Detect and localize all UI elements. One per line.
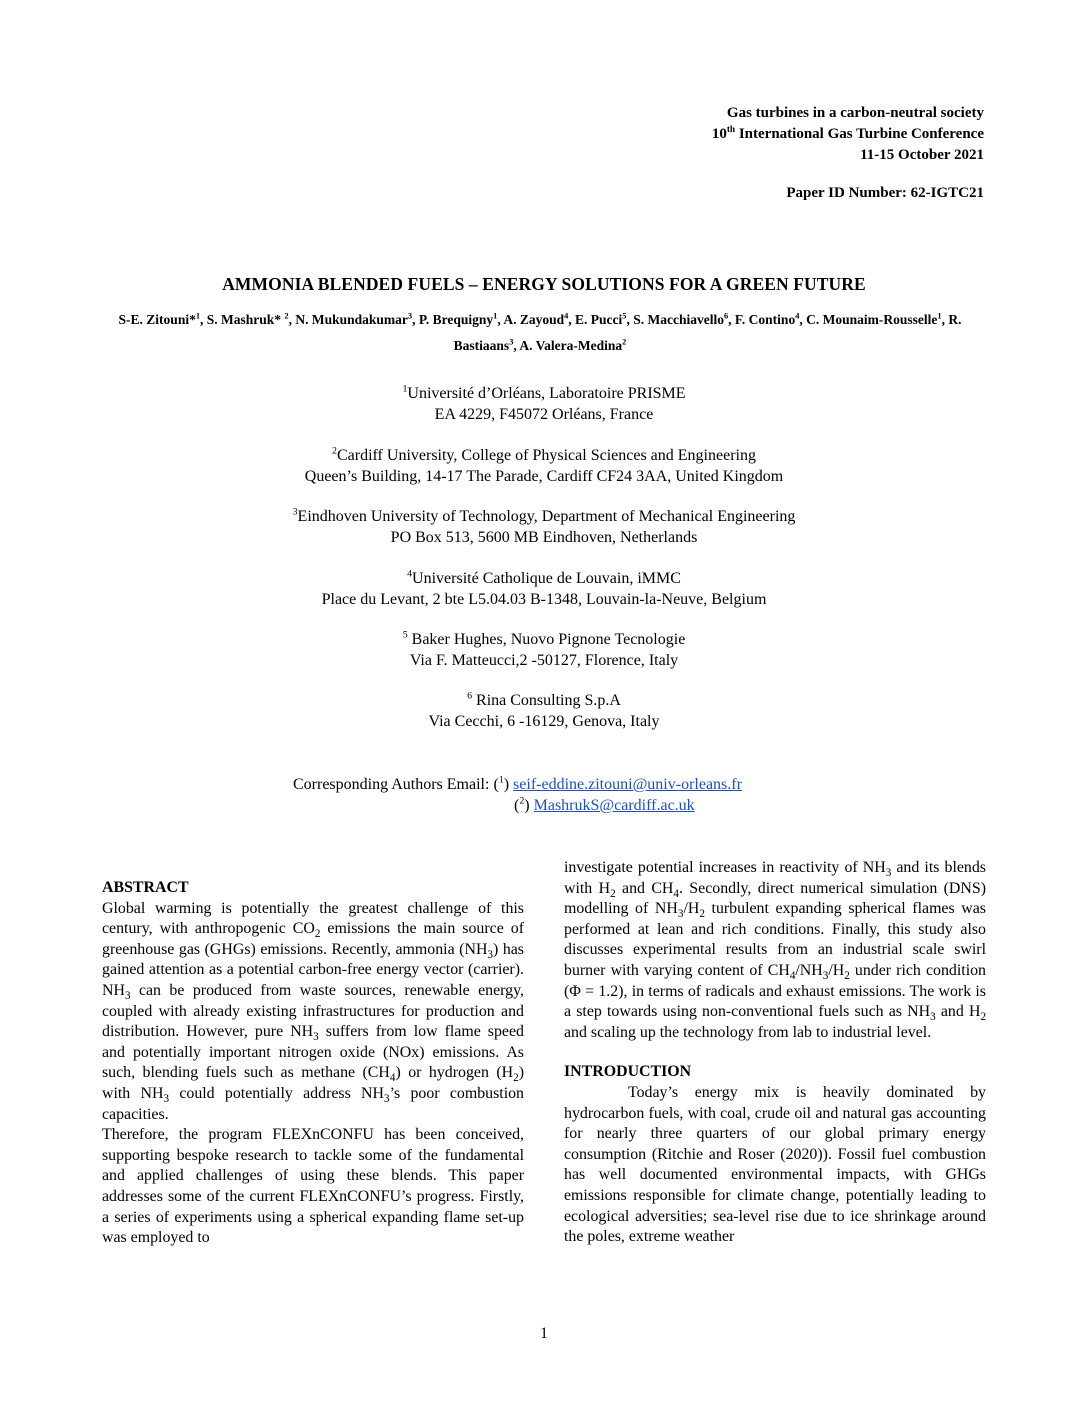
email-link-1[interactable]: seif-eddine.zitouni@univ-orleans.fr [513,776,742,793]
abstract-heading: ABSTRACT [102,879,189,896]
author: E. Pucci$^5$, [575,311,634,327]
author: S. Mashruk* $^2$, [206,311,296,327]
paper-title: AMMONIA BLENDED FUELS – ENERGY SOLUTIONS FOR A GREEN FUTURE [222,274,866,294]
page-number: 1 [540,1325,548,1342]
conference-theme: Gas turbines in a carbon-neutral society [726,105,984,121]
author: F. Contino$^4$, [734,311,807,327]
author: P. Brequigny$^1$, [418,311,504,327]
right-column [564,858,986,1248]
affiliation-2: $^2$Cardiff University, College of Physical Sciences and Engineering Queen’s Building, 14-17 The Parade, Cardiff CF24 3AA, United Kingdom [304,445,784,485]
corresponding-email-2: ($^2$) MashrukS@cardiff.ac.uk [514,795,695,814]
affiliation-4: $^4$Université Catholique de Louvain, iMMC Place du Levant, 2 bte L5.04.03 B-1348, Louvain-la-Neuve, Belgium [321,568,767,608]
abstract-paragraph: Global warming is potentially the greatest challenge of this century, with anthropogenic $CO_2$ emissions the main source of greenhouse gas (GHGs) emissions. Recently, ammonia $(NH_3)$ has gained attention as a potential carbon-free energy vector (carrier). $NH_3$ can be produced from waste sources, renewable energy, coupled with already existing infrastructures for production and distribution. However, pure $NH_3$ suffers from low flame speed and potentially important nitrogen oxide (NOx) emissions. As such, blending fuels such as methane $(CH_4)$ or hydrogen $(H_2)$ with $NH_3$ could potentially address $NH_3’s$ poor combustion capacities. [102,899,525,1123]
conference-name: 10th International Gas Turbine Conference [711,125,984,142]
email-link-2[interactable]: MashrukS@cardiff.ac.uk [533,797,695,814]
introduction-heading: INTRODUCTION [564,1063,692,1081]
affiliation-1: $^1$Université d’Orléans, Laboratoire PRISME EA 4229, F45072 Orléans, France [402,383,686,423]
conference-dates: 11-15 October 2021 [860,147,984,163]
abstract-paragraph-continued: investigate potential increases in reactivity of $NH_3$ and its blends with $H_2$ and $CH_4$. Secondly, direct numerical simulation (DNS) modelling of $NH_3/H_2$ turbulent expanding spherical flames was performed at lean and rich conditions. Finally, this study also discusses experimental results from an industrial scale swirl burner with varying content of $CH_4/NH_3/H_2$ under rich condition (Φ = 1.2), in terms of radicals and exhaust emissions. The work is a step towards using non-conventional fuels such as $NH_3$ and $H_2$ and scaling up the technology from lab to industrial level. [564,859,986,1041]
author: A. Zayoud$^4$, [503,311,576,327]
conference-header [712,103,984,166]
paper-id: Paper ID Number: 62-IGTC21 [786,185,984,201]
author: R. Bastiaans$^3$, [453,312,962,353]
abstract-section [102,878,524,1249]
author: C. Mounaim-Rousselle$^1$, [806,311,949,327]
author: S. Macchiavello$^6$, [633,311,735,327]
author: S-E. Zitouni*$^1$, [118,311,207,327]
abstract-paragraph: Therefore, the program FLEXnCONFU has been conceived, supporting bespoke research to tackle some of the fundamental and applied challenges of using these blends. This paper addresses some of the current FLEXnCONFU’s progress. Firstly, a series of experiments using a spherical expanding flame set-up was employed to [102,1126,524,1247]
author: A. Valera-Medina$^2$ [519,337,627,353]
author-list [90,307,990,359]
affiliation-3: $^3$Eindhoven University of Technology, Department of Mechanical Engineering PO Box 513, 5600 MB Eindhoven, Netherlands [292,506,796,546]
author: N. Mukundakumar$^3$, [295,311,419,327]
introduction-paragraph: Today’s energy mix is heavily dominated by hydrocarbon fuels, with coal, crude oil and natural gas accounting for nearly three quarters of our global primary energy consumption (Ritchie and Roser (2020)). Fossil fuel combustion has well documented environmental impacts, with GHGs emissions responsible for climate change, potentially leading to ecological adversities; sea-level rise due to ice shrinkage around the poles, extreme weather [564,1083,986,1246]
affiliation-5: $^5$ Baker Hughes, Nuovo Pignone Tecnologie Via F. Matteucci,2 -50127, Florence, Italy [402,629,686,669]
affiliation-6: $^6$ Rina Consulting S.p.A Via Cecchi, 6 -16129, Genova, Italy [428,690,660,730]
corresponding-email-1: Corresponding Authors Email: ($^1$) seif-eddine.zitouni@univ-orleans.fr [293,774,742,793]
